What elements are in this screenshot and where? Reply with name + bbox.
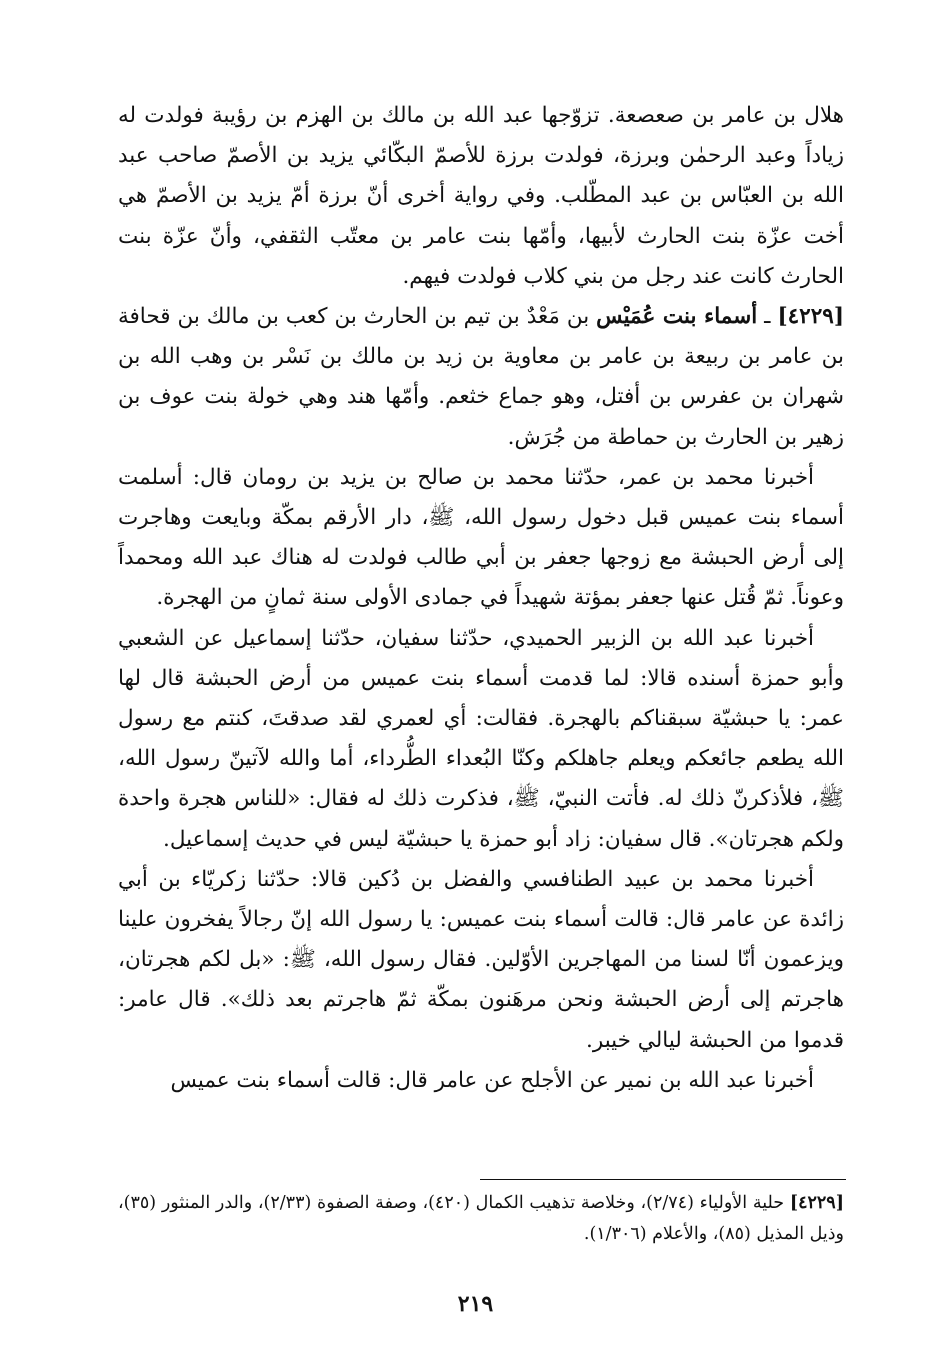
paragraph-3: أخبرنا محمد بن عمر، حدّثنا محمد بن صالح بن يزيد بن رومان قال: أسلمت أسماء بنت عميس قبل دخول رسول الله، ﷺ، دار الأرقم بمكّة وبايعت وهاجرت إلى أرض الحبشة مع زوجها جعفر بن أبي طالب فولدت له هناك عبد الله ومحمداً وعوناً. ثمّ قُتل عنها جعفر بمؤتة شهيداً في جمادى الأولى سنة ثمانٍ من الهجرة.	[118, 464, 844, 611]
footnote	[118, 1188, 844, 1250]
entry-number: [٤٢٢٩]	[777, 304, 845, 330]
main-text	[118, 96, 844, 1101]
page-number: ٢١٩	[457, 1291, 494, 1317]
entry-lineage: بن مَعْدٌ بن تيم بن الحارث بن كعب بن مالك بن قحافة بن عامر بن ربيعة بن عامر بن معاوية بن زيد بن مالك بن نَسْر بن وهب الله بن شهران بن عفرس بن أفتل، وهو جماع خثعم. وأمّها هند وهي خولة بنت عوف بن زهير بن الحارث بن حماطة من جُرَش.	[118, 304, 844, 450]
paragraph-4: أخبرنا عبد الله بن الزبير الحميدي، حدّثنا سفيان، حدّثنا إسماعيل عن الشعبي وأبو حمزة أسنده قالا: لما قدمت أسماء بنت عميس من أرض الحبشة قال لها عمر: يا حبشيّة سبقناكم بالهجرة. فقالت: أي لعمري لقد صدقتَ، كنتم مع رسول الله يطعم جائعكم ويعلم جاهلكم وكنّا البُعداء الطُّرداء، أما والله لآتينّ رسول الله، ﷺ، فلأذكرنّ ذلك له. فأتت النبيّ، ﷺ، فذكرت ذلك له فقال: «للناس هجرة واحدة ولكم هجرتان». قال سفيان: زاد أبو حمزة يا حبشيّة ليس في حديث إسماعيل.	[118, 625, 844, 852]
paragraph-1: هلال بن عامر بن صعصعة. تزوّجها عبد الله بن مالك بن الهزم بن رؤيبة فولدت له زياداً وعبد الرحمٰن وبرزة، فولدت برزة للأصمّ البكّائي يزيد بن الأصمّ صاحب عبد الله بن العبّاس بن عبد المطّلب. وفي رواية أخرى أنّ برزة أمّ يزيد بن الأصمّ هي أخت عزّة بنت الحارث لأبيها، وأمّها بنت عامر بن معتّب الثقفي، وأنّ عزّة بنت الحارث كانت عند رجل من بني كلاب فولدت فيهم.	[118, 103, 844, 289]
footnote-divider	[480, 1179, 846, 1180]
entry-name: أسماء بنت عُمَيْس	[596, 304, 758, 330]
paragraph-5: أخبرنا محمد بن عبيد الطنافسي والفضل بن دُكين قالا: حدّثنا زكريّاء بن أبي زائدة عن عامر قال: قالت أسماء بنت عميس: يا رسول الله إنّ رجالاً يفخرون علينا ويزعمون أنّا لسنا من المهاجرين الأوّلين. فقال رسول الله، ﷺ: «بل لكم هجرتان، هاجرتم إلى أرض الحبشة ونحن مرهَنون بمكّة ثمّ هاجرتم بعد ذلك». قال عامر: قدموا من الحبشة ليالي خيبر.	[118, 866, 844, 1053]
paragraph-6: أخبرنا عبد الله بن نمير عن الأجلح عن عامر قال: قالت أسماء بنت عميس	[170, 1067, 814, 1093]
footnote-text: حلية الأولياء (٢/٧٤)، وخلاصة تذهيب الكمال (٤٢٠)، وصفة الصفوة (٢/٣٣)، والدر المنثور (٣٥)، وذيل المذيل (٨٥)، والأعلام (١/٣٠٦).	[118, 1193, 844, 1244]
entry-paragraph: [٤٢٢٩] ـ أسماء بنت عُمَيْس بن مَعْدٌ بن تيم بن الحارث بن كعب بن مالك بن قحافة بن عامر بن ربيعة بن عامر بن معاوية بن زيد بن مالك بن نَسْر بن وهب الله بن شهران بن عفرس بن أفتل، وهو جماع خثعم. وأمّها هند وهي خولة بنت عوف بن زهير بن الحارث بن حماطة من جُرَش.	[118, 304, 845, 450]
footnote-number: [٤٢٢٩]	[789, 1193, 844, 1213]
